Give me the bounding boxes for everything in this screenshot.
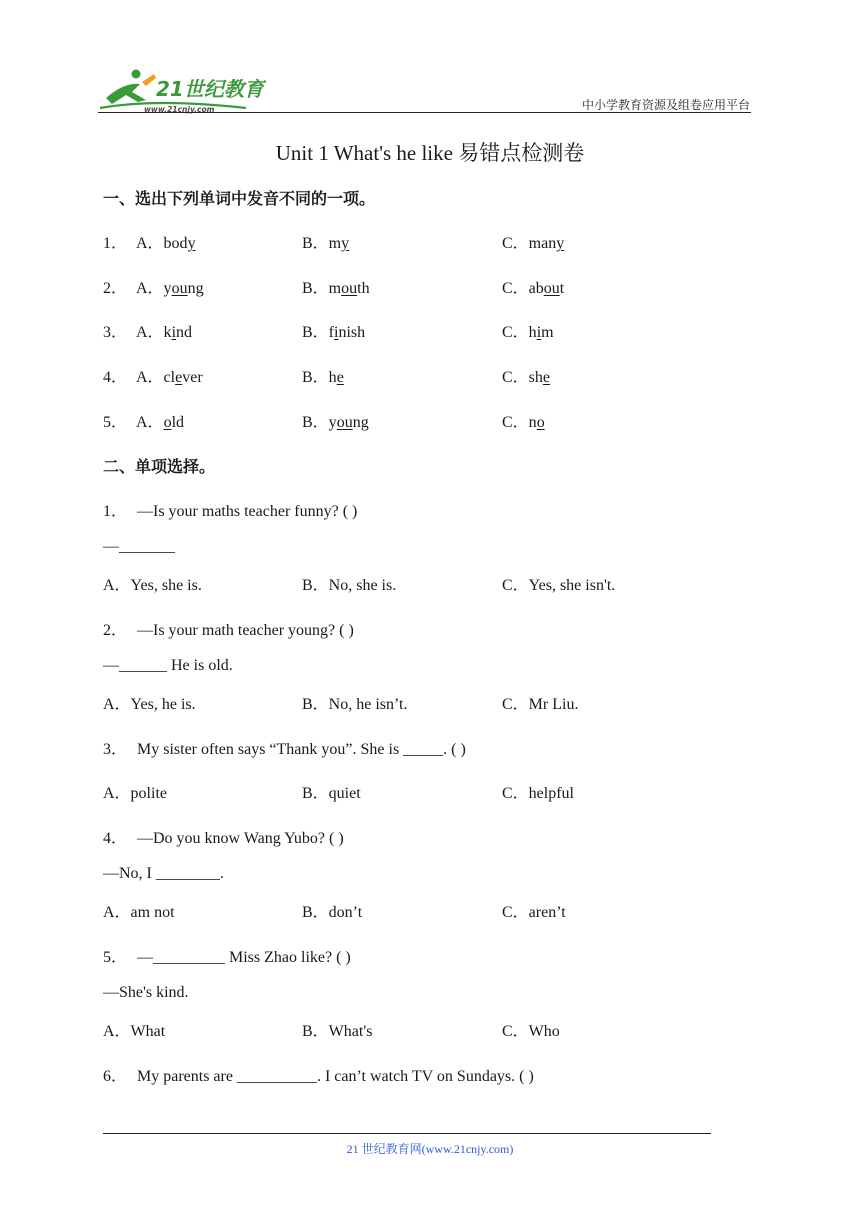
- option-a: A．Yes, she is.: [103, 577, 202, 594]
- option-b: B．finish: [302, 324, 366, 341]
- choice-question-2: 2． —Is your math teacher young? ( ): [103, 622, 354, 639]
- choice-options-1: [103, 572, 753, 592]
- site-logo: [96, 68, 266, 114]
- answer-line: —_______: [103, 538, 175, 555]
- option-c: C．about: [502, 280, 565, 297]
- choice-question-5: 5． —_________ Miss Zhao like? ( ): [103, 949, 351, 966]
- header-platform-text: 中小学教育资源及组卷应用平台: [581, 98, 750, 112]
- section-1-heading: 一、选出下列单词中发音不同的一项。: [103, 189, 376, 208]
- logo-text: 21世纪教育: [156, 77, 264, 101]
- choice-options-5: [103, 1018, 753, 1038]
- choice-question-4: 4． —Do you know Wang Yubo? ( ): [103, 830, 344, 847]
- option-b: B．No, she is.: [302, 577, 397, 594]
- choice-options-3: [103, 780, 753, 800]
- option-b: B．mouth: [302, 280, 370, 297]
- option-c: C．Yes, she isn't.: [502, 577, 616, 594]
- option-b: B．don’t: [302, 904, 363, 921]
- option-c: C．many: [502, 235, 565, 252]
- header-divider: [98, 112, 751, 113]
- option-c: C．him: [502, 324, 554, 341]
- option-b: B．my: [302, 235, 350, 252]
- option-c: C．Who: [502, 1023, 560, 1040]
- option-a: A．Yes, he is.: [103, 696, 196, 713]
- answer-line: —No, I ________.: [103, 865, 224, 882]
- page-title: Unit 1 What's he like 易错点检测卷: [275, 141, 585, 165]
- option-c: C．Mr Liu.: [502, 696, 579, 713]
- choice-question-6: 6． My parents are __________. I can’t watch TV on Sundays. ( ): [103, 1068, 534, 1085]
- footer-link[interactable]: 21 世纪教育网(www.21cnjy.com): [346, 1142, 514, 1156]
- option-a: A．am not: [103, 904, 175, 921]
- option-a: A．kind: [136, 324, 193, 341]
- choice-options-2: [103, 691, 753, 711]
- option-c: C．she: [502, 369, 551, 386]
- footer-divider: [103, 1133, 711, 1134]
- answer-line: —______ He is old.: [103, 657, 233, 674]
- option-b: B．No, he isn’t.: [302, 696, 408, 713]
- option-a: A．body: [136, 235, 196, 252]
- answer-line: —She's kind.: [103, 984, 189, 1001]
- option-b: B．quiet: [302, 785, 361, 802]
- option-b: B．young: [302, 414, 369, 431]
- choice-question-3: 3． My sister often says “Thank you”. She is _____. ( ): [103, 741, 466, 758]
- option-a: A．polite: [103, 785, 167, 802]
- option-a: A．young: [136, 280, 204, 297]
- option-c: C．no: [502, 414, 545, 431]
- option-b: B．he: [302, 369, 344, 386]
- option-b: B．What's: [302, 1023, 373, 1040]
- option-a: A．What: [103, 1023, 166, 1040]
- option-c: C．aren’t: [502, 904, 566, 921]
- choice-question-1: 1． —Is your maths teacher funny? ( ): [103, 503, 358, 520]
- logo-url: www.21cnjy.com: [144, 105, 215, 114]
- choice-options-4: [103, 899, 753, 919]
- option-a: A．clever: [136, 369, 203, 386]
- option-a: A．old: [136, 414, 185, 431]
- option-c: C．helpful: [502, 785, 574, 802]
- section-2-heading: 二、单项选择。: [103, 457, 216, 476]
